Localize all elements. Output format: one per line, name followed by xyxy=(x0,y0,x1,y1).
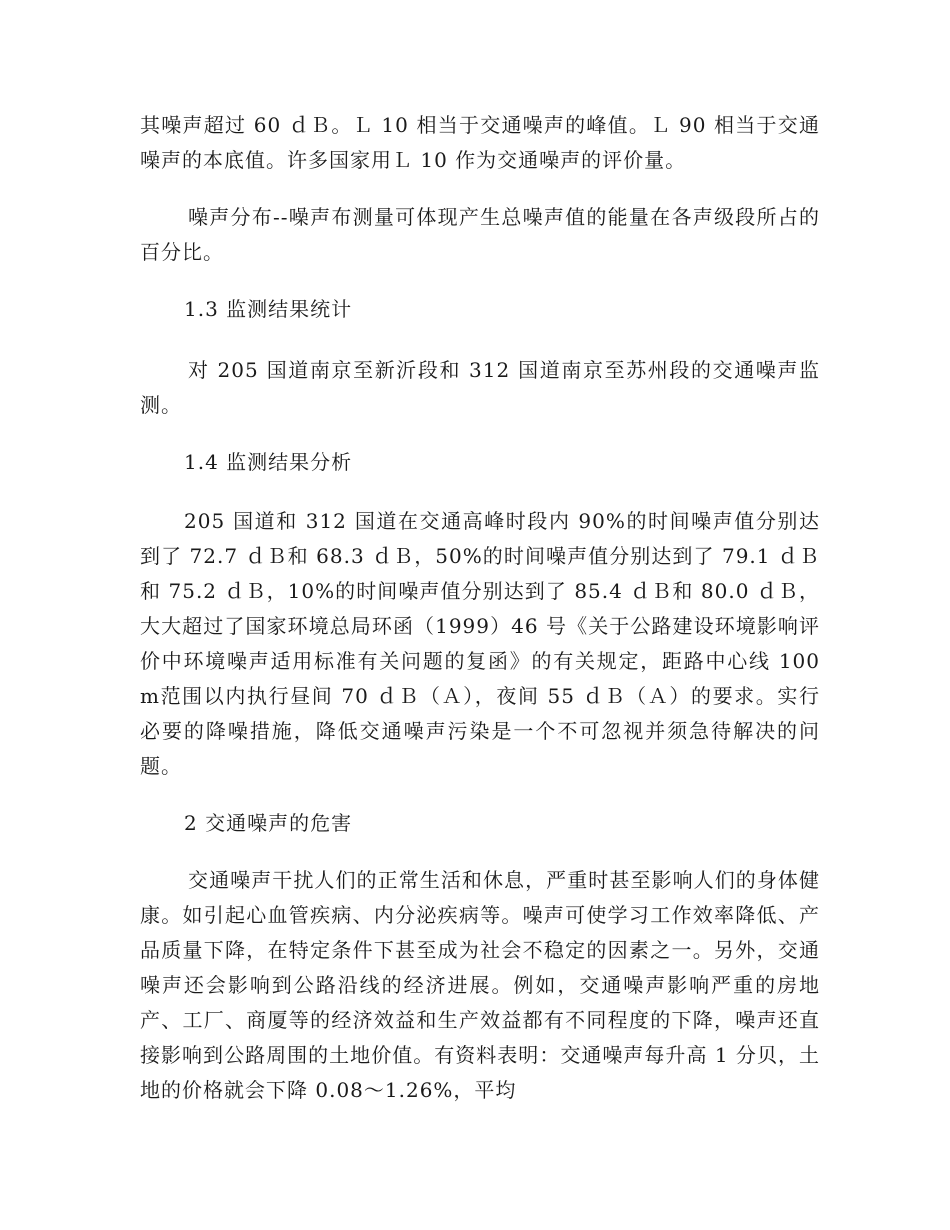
document-page xyxy=(140,108,820,1130)
paragraph-analysis: 205 国道和 312 国道在交通高峰时段内 90%的时间噪声值分别达到了 72.7 ｄＢ和 68.3 ｄＢ，50%的时间噪声值分别达到了 79.1 ｄＢ和 75.2 ｄＢ，10%的时间噪声值分别达到了 85.4 ｄＢ和 80.0 ｄＢ，大大超过了国家环境总局环函（1999）46 号《关于公路建设环境影响评价中环境噪声适用标准有关问题的复函》的有关规定，距路中心线 100 m范围以内执行昼间 70 ｄＢ（Ａ），夜间 55 ｄＢ（Ａ）的要求。实行必要的降噪措施，降低交通噪声污染是一个不可忽视并须急待解决的问题。 xyxy=(140,509,820,778)
paragraph-noise-distribution: 噪声分布--噪声布测量可体现产生总噪声值的能量在各声级段所占的百分比。 xyxy=(140,205,820,264)
paragraph-noise-levels: 其噪声超过 60 ｄＢ。Ｌ 10 相当于交通噪声的峰值。Ｌ 90 相当于交通噪声的本底值。许多国家用Ｌ 10 作为交通噪声的评价量。 xyxy=(140,113,820,172)
paragraph-hazards: 交通噪声干扰人们的正常生活和休息，严重时甚至影响人们的身体健康。如引起心血管疾病、内分泌疾病等。噪声可使学习工作效率降低、产品质量下降，在特定条件下甚至成为社会不稳定的因素之一。另外，交通噪声还会影响到公路沿线的经济进展。例如，交通噪声影响严重的房地产、工厂、商厦等的经济效益和生产效益都有不同程度的下降，噪声还直接影响到公路周围的土地价值。有资料表明：交通噪声每升高 1 分贝，土地的价格就会下降 0.08～1.26%，平均 xyxy=(140,868,820,1102)
heading-1-4: 1.4 监测结果分析 xyxy=(184,450,353,474)
paragraph-monitoring-scope: 对 205 国道南京至新沂段和 312 国道南京至苏州段的交通噪声监测。 xyxy=(140,358,820,417)
heading-2: 2 交通噪声的危害 xyxy=(184,811,353,835)
heading-1-3: 1.3 监测结果统计 xyxy=(184,297,353,321)
